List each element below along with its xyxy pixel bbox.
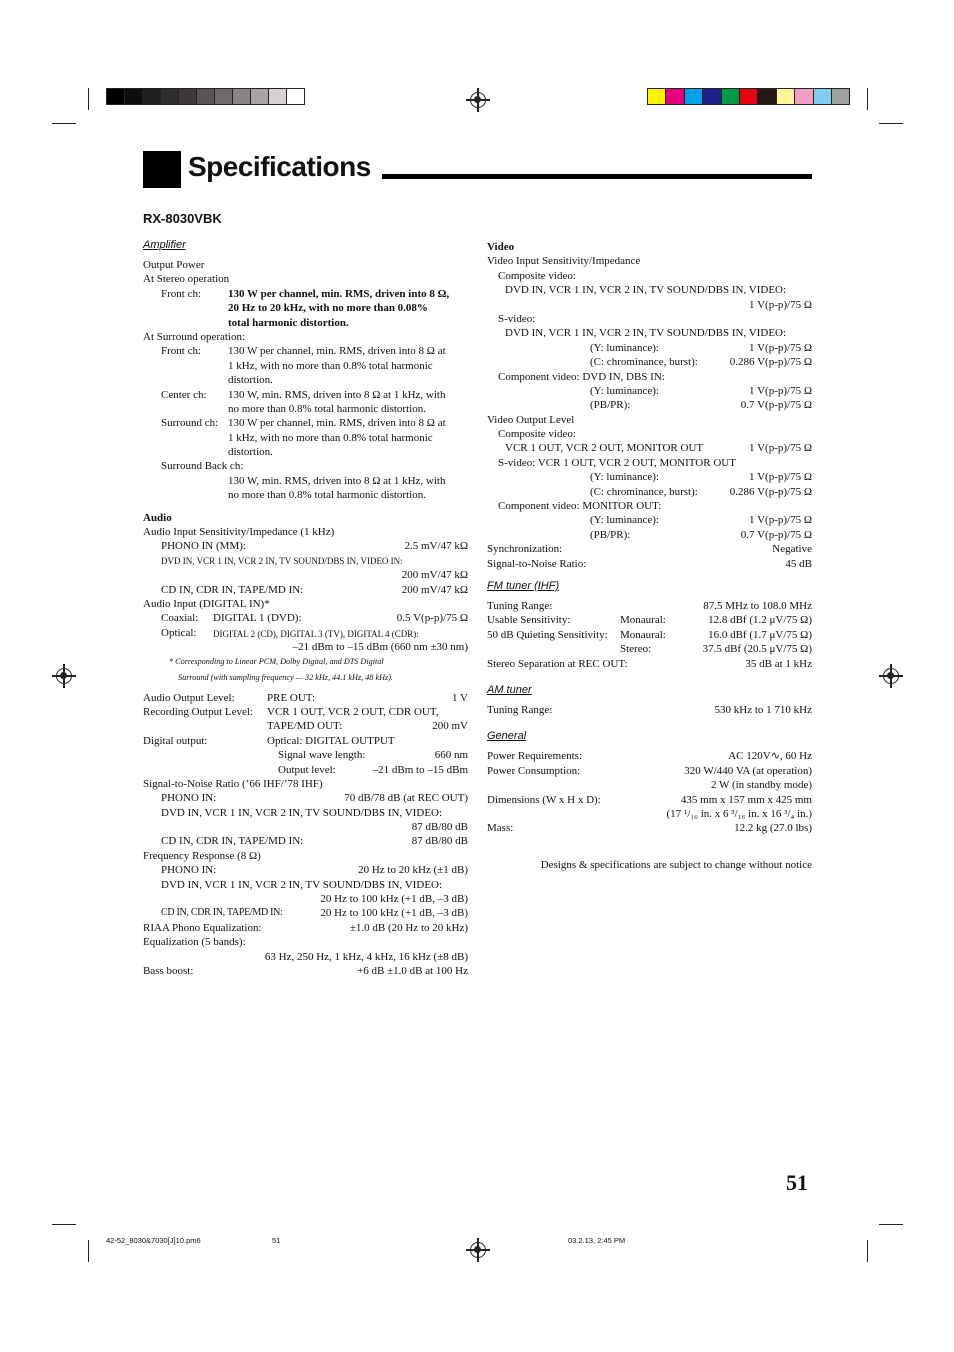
spec-label: Usable Sensitivity: <box>487 614 571 627</box>
disclaimer: Designs & specifications are subject to change without notice <box>540 858 812 871</box>
fm-tuner-heading: FM tuner (IHF) <box>487 579 560 592</box>
color-swatch <box>286 88 305 105</box>
footnote: * Corresponding to Linear PCM, Dolby Digital, and DTS Digital <box>169 656 384 666</box>
spec-label: Power Consumption: <box>487 764 581 777</box>
spec-label: Audio Input Sensitivity/Impedance (1 kHz) <box>143 526 335 539</box>
spec-value: 130 W per channel, min. RMS, driven into 8 Ω, <box>228 287 450 300</box>
spec-label: DIGITAL 1 (DVD): <box>213 612 302 625</box>
spec-value: 1 V(p-p)/75 Ω <box>749 298 812 311</box>
spec-value: 70 dB/78 dB (at REC OUT) <box>344 792 468 805</box>
registration-mark-icon <box>470 92 486 108</box>
spec-value: no more than 0.8% total harmonic distortion. <box>228 402 426 415</box>
spec-value: 435 mm x 157 mm x 425 mm <box>680 793 812 806</box>
registration-mark-icon <box>470 1242 486 1258</box>
color-swatch <box>665 88 684 105</box>
spec-label: RIAA Phono Equalization: <box>143 921 262 934</box>
spec-label: CD IN, CDR IN, TAPE/MD IN: <box>161 907 283 919</box>
spec-label: Digital output: <box>143 734 208 747</box>
footnote: Surround (with sampling frequency — 32 kHz, 44.1 kHz, 48 kHz). <box>178 672 393 682</box>
spec-label: 50 dB Quieting Sensitivity: <box>487 628 608 641</box>
spec-label: Equalization (5 bands): <box>143 936 246 949</box>
spec-label: DVD IN, VCR 1 IN, VCR 2 IN, TV SOUND/DBS IN, VIDEO IN: <box>161 555 403 566</box>
spec-label: Power Requirements: <box>487 750 583 763</box>
color-swatch <box>106 88 125 105</box>
spec-label: PRE OUT: <box>267 691 316 704</box>
spec-value: 20 Hz to 100 kHz (+1 dB, –3 dB) <box>320 893 468 906</box>
spec-value: 0.7 V(p-p)/75 Ω <box>740 528 812 541</box>
spec-value: 130 W, min. RMS, driven into 8 Ω at 1 kHz, with <box>228 388 446 401</box>
spec-label: (C: chrominance, burst): <box>590 485 698 498</box>
title-rule <box>382 174 812 179</box>
color-swatch <box>250 88 269 105</box>
spec-label: DVD IN, VCR 1 IN, VCR 2 IN, TV SOUND/DBS IN, VIDEO: <box>161 878 443 891</box>
spec-label: CD IN, CDR IN, TAPE/MD IN: <box>161 835 304 848</box>
color-swatch <box>794 88 813 105</box>
spec-label: Tuning Range: <box>487 703 553 716</box>
spec-label: Optical: <box>161 626 197 639</box>
audio-heading: Audio <box>143 511 172 524</box>
spec-value: 1 V(p-p)/75 Ω <box>749 442 812 455</box>
spec-label: CD IN, CDR IN, TAPE/MD IN: <box>161 583 304 596</box>
footer-date: 03.2.13, 2:45 PM <box>568 1236 626 1245</box>
spec-label: Recording Output Level: <box>143 705 253 718</box>
spec-value: no more than 0.8% total harmonic distortion. <box>228 489 426 502</box>
spec-label: Stereo: <box>620 643 652 656</box>
spec-value: 200 mV/47 kΩ <box>401 583 468 596</box>
spec-label: PHONO IN: <box>161 792 217 805</box>
spec-label: Audio Output Level: <box>143 691 235 704</box>
spec-label: Tuning Range: <box>487 599 553 612</box>
spec-value: 12.2 kg (27.0 lbs) <box>734 822 812 835</box>
spec-label: (PB/PR): <box>590 528 631 541</box>
spec-value: 200 mV/47 kΩ <box>401 569 468 582</box>
spec-value: 1 kHz, with no more than 0.8% total harmonic <box>228 431 433 444</box>
spec-label: Frequency Response (8 Ω) <box>143 849 261 862</box>
color-swatch <box>196 88 215 105</box>
spec-value: 12.8 dBf (1.2 μV/75 Ω) <box>708 614 812 627</box>
color-swatch <box>776 88 795 105</box>
spec-value: +6 dB ±1.0 dB at 100 Hz <box>357 964 468 977</box>
spec-value: 87 dB/80 dB <box>411 835 468 848</box>
spec-value: AC 120V∿, 60 Hz <box>728 750 812 763</box>
spec-value: 320 W/440 VA (at operation) <box>684 764 812 777</box>
spec-value: 0.5 V(p-p)/75 Ω <box>396 612 468 625</box>
spec-value: 0.7 V(p-p)/75 Ω <box>740 399 812 412</box>
spec-label: Coaxial: <box>161 612 199 625</box>
spec-value: 20 Hz to 100 kHz (+1 dB, –3 dB) <box>320 907 468 920</box>
spec-value: 45 dB <box>785 557 812 570</box>
spec-label: At Surround operation: <box>143 330 246 343</box>
spec-label: Center ch: <box>161 388 207 401</box>
spec-value: 200 mV <box>432 720 468 733</box>
spec-label: DIGITAL 2 (CD), DIGITAL 3 (TV), DIGITAL 4 (CDR): <box>213 628 419 639</box>
spec-label: Surround ch: <box>161 417 219 430</box>
spec-label: Optical: DIGITAL OUTPUT <box>267 734 395 747</box>
color-swatch <box>813 88 832 105</box>
color-swatch <box>214 88 233 105</box>
spec-label: S-video: VCR 1 OUT, VCR 2 OUT, MONITOR OUT <box>498 456 736 469</box>
spec-value: –21 dBm to –15 dBm (660 nm ±30 nm) <box>292 641 468 654</box>
color-swatch <box>160 88 179 105</box>
crop-mark <box>52 1224 76 1225</box>
spec-value: 130 W, min. RMS, driven into 8 Ω at 1 kHz, with <box>228 474 446 487</box>
spec-label: Bass boost: <box>143 964 194 977</box>
spec-value: 35 dB at 1 kHz <box>745 657 812 670</box>
spec-label: Monaural: <box>620 614 666 627</box>
spec-value: 1 V(p-p)/75 Ω <box>749 341 812 354</box>
spec-label: Output Power <box>143 259 205 271</box>
color-swatch <box>739 88 758 105</box>
spec-label: Front ch: <box>161 345 202 358</box>
spec-value: 1 V(p-p)/75 Ω <box>749 514 812 527</box>
spec-value: 660 nm <box>434 749 468 762</box>
spec-value: 2 W (in standby mode) <box>710 779 812 792</box>
spec-value: –21 dBm to –15 dBm <box>372 763 468 776</box>
registration-mark-icon <box>883 668 899 684</box>
spec-label: VCR 1 OUT, VCR 2 OUT, MONITOR OUT <box>505 442 704 455</box>
color-swatch <box>721 88 740 105</box>
spec-label: Output level: <box>278 763 336 776</box>
spec-label: Stereo Separation at REC OUT: <box>487 657 628 670</box>
crop-mark <box>867 1240 868 1262</box>
spec-label: Component video: MONITOR OUT: <box>498 500 662 513</box>
left-column <box>143 238 468 978</box>
spec-label: (Y: luminance): <box>590 514 659 527</box>
spec-label: VCR 1 OUT, VCR 2 OUT, CDR OUT, <box>267 705 439 718</box>
spec-label: DVD IN, VCR 1 IN, VCR 2 IN, TV SOUND/DBS IN, VIDEO: <box>161 806 443 819</box>
spec-value: 130 W per channel, min. RMS, driven into 8 Ω at <box>228 345 446 358</box>
spec-value: 16.0 dBf (1.7 μV/75 Ω) <box>708 628 812 641</box>
spec-value: 1 V(p-p)/75 Ω <box>749 471 812 484</box>
color-swatch <box>684 88 703 105</box>
spec-label: Surround Back ch: <box>161 460 244 473</box>
spec-label: PHONO IN: <box>161 864 217 877</box>
spec-label: (PB/PR): <box>590 399 631 412</box>
spec-value: 1 V(p-p)/75 Ω <box>749 384 812 397</box>
spec-label: DVD IN, VCR 1 IN, VCR 2 IN, TV SOUND/DBS IN, VIDEO: <box>505 284 787 297</box>
spec-label: Video Input Sensitivity/Impedance <box>487 255 641 268</box>
spec-label: Dimensions (W x H x D): <box>487 793 601 806</box>
spec-label: TAPE/MD OUT: <box>267 720 343 733</box>
spec-value: ±1.0 dB (20 Hz to 20 kHz) <box>349 921 468 934</box>
registration-mark-icon <box>56 668 72 684</box>
spec-label: Front ch: <box>161 287 202 300</box>
spec-label: (C: chrominance, burst): <box>590 356 698 369</box>
title-block <box>143 151 181 188</box>
spec-value: 0.286 V(p-p)/75 Ω <box>729 356 812 369</box>
color-swatch <box>831 88 850 105</box>
spec-value: 1 V <box>452 691 468 704</box>
spec-label: Synchronization: <box>487 543 563 556</box>
crop-mark <box>879 1224 903 1225</box>
video-heading: Video <box>487 241 515 253</box>
spec-label: DVD IN, VCR 1 IN, VCR 2 IN, TV SOUND/DBS IN, VIDEO: <box>505 327 787 340</box>
color-swatch <box>757 88 776 105</box>
spec-label: Signal-to-Noise Ratio: <box>487 557 587 570</box>
crop-mark <box>88 1240 89 1262</box>
spec-label: Mass: <box>487 822 514 835</box>
spec-value: 130 W per channel, min. RMS, driven into 8 Ω at <box>228 417 446 430</box>
spec-label: Signal-to-Noise Ratio (’66 IHF/’78 IHF) <box>143 777 323 790</box>
page-number: 51 <box>786 1170 808 1195</box>
color-swatch <box>142 88 161 105</box>
spec-value: 63 Hz, 250 Hz, 1 kHz, 4 kHz, 16 kHz (±8 dB) <box>264 950 468 963</box>
spec-value: total harmonic distortion. <box>228 316 349 329</box>
spec-label: Video Output Level <box>487 413 575 426</box>
spec-value: 1 kHz, with no more than 0.8% total harmonic <box>228 359 433 372</box>
spec-value: 2.5 mV/47 kΩ <box>404 540 468 553</box>
crop-mark <box>879 123 903 124</box>
spec-label: At Stereo operation <box>143 273 230 286</box>
spec-label: Component video: DVD IN, DBS IN: <box>498 370 665 383</box>
spec-label: PHONO IN (MM): <box>161 540 246 553</box>
color-swatch <box>702 88 721 105</box>
spec-label: Composite video: <box>498 428 576 441</box>
color-swatch <box>124 88 143 105</box>
model-name: RX-8030VBK <box>143 211 222 226</box>
footer-page: 51 <box>272 1236 281 1245</box>
color-swatch <box>232 88 251 105</box>
crop-mark <box>867 88 868 110</box>
spec-value: (17 ¹/₁₆ in. x 6 ³/₁₆ in. x 16 ³/₄ in.) <box>666 807 812 820</box>
spec-label: Monaural: <box>620 628 666 641</box>
spec-value: distortion. <box>228 374 273 387</box>
spec-value: 20 Hz to 20 kHz, with no more than 0.08% <box>228 302 428 315</box>
page-title: Specifications <box>188 151 371 182</box>
footer-filename: 42-52_8030&7030[J]10.pm6 <box>106 1236 201 1245</box>
spec-label: Composite video: <box>498 269 576 282</box>
spec-value: distortion. <box>228 446 273 459</box>
spec-value: 0.286 V(p-p)/75 Ω <box>729 485 812 498</box>
amplifier-heading: Amplifier <box>143 239 186 251</box>
color-swatch <box>178 88 197 105</box>
color-swatch <box>268 88 287 105</box>
spec-label: (Y: luminance): <box>590 341 659 354</box>
spec-label: Audio Input (DIGITAL IN)* <box>143 597 270 610</box>
spec-value: 37.5 dBf (20.5 μV/75 Ω) <box>702 643 812 656</box>
right-column <box>487 240 812 872</box>
spec-value: Negative <box>772 543 812 556</box>
spec-value: 530 kHz to 1 710 kHz <box>714 703 812 716</box>
spec-label: Signal wave length: <box>278 749 366 762</box>
am-tuner-heading: AM tuner <box>487 683 532 696</box>
crop-mark <box>88 88 89 110</box>
general-heading: General <box>487 730 527 743</box>
color-swatch <box>647 88 666 105</box>
spec-label: S-video: <box>498 312 536 325</box>
spec-label: (Y: luminance): <box>590 471 659 484</box>
spec-value: 87 dB/80 dB <box>411 821 468 834</box>
crop-mark <box>52 123 76 124</box>
spec-value: 20 Hz to 20 kHz (±1 dB) <box>358 864 468 877</box>
spec-value: 87.5 MHz to 108.0 MHz <box>703 599 812 612</box>
spec-label: (Y: luminance): <box>590 384 659 397</box>
